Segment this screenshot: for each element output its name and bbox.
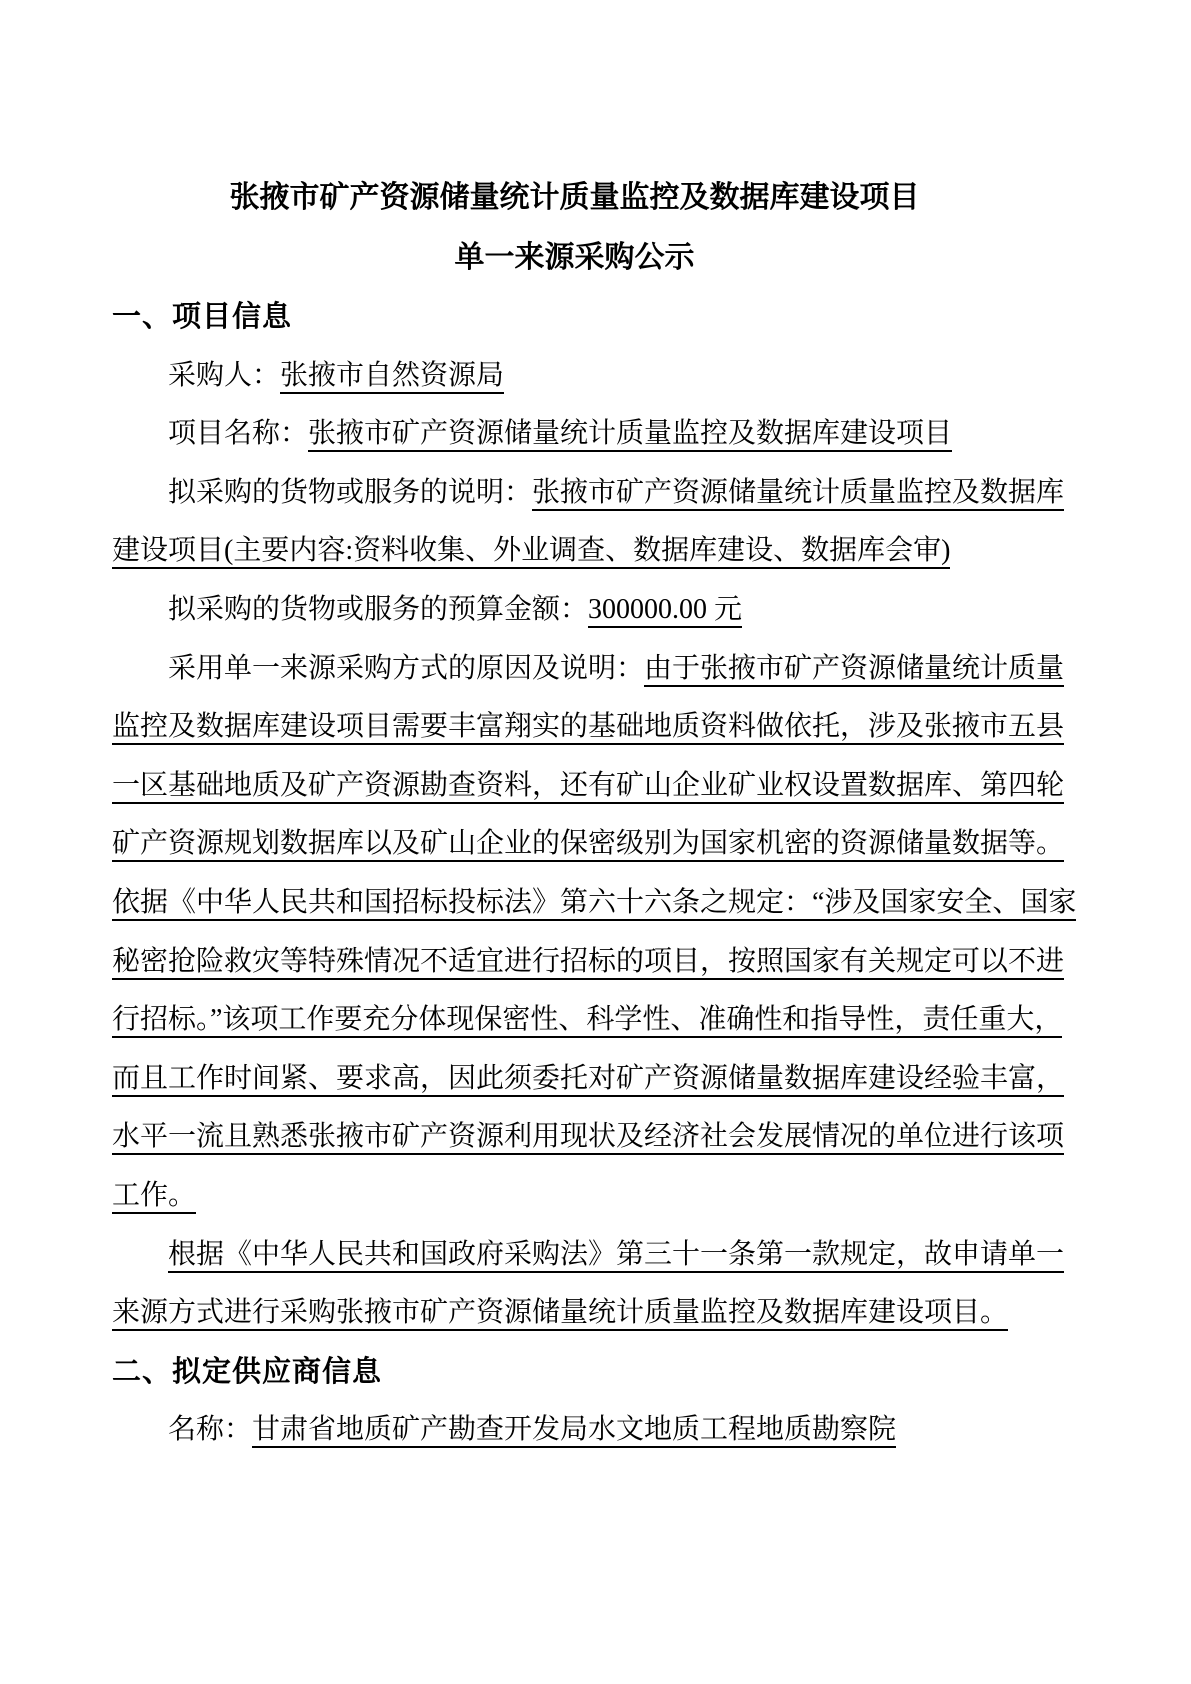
legal-basis-line-1 — [112, 1226, 1065, 1285]
purchaser-line — [112, 347, 1037, 406]
document-body — [112, 288, 1077, 1460]
budget-line — [112, 581, 1037, 640]
text-run: 采用单一来源采购方式的原因及说明： — [168, 652, 645, 684]
text-run: 一、项目信息 — [112, 301, 293, 333]
underlined-value: 甘肃省地质矿产勘查开发局水文地质工程地质勘察院 — [252, 1414, 896, 1448]
underlined-value: 张掖市矿产资源储量统计质量监控及数据库建设项目 — [308, 418, 952, 452]
project-name-line — [112, 405, 1037, 464]
text-run: 项目名称： — [168, 418, 309, 450]
underlined-value: 300000.00 元 — [588, 594, 742, 628]
reason-line-5 — [112, 874, 1077, 933]
reason-line-1 — [112, 640, 1065, 699]
underlined-value: 一区基础地质及矿产资源勘查资料，还有矿山企业矿业权设置数据库、第四轮 — [112, 770, 1064, 804]
reason-line-9 — [112, 1108, 1065, 1167]
underlined-value: 由于张掖市矿产资源储量统计质量 — [644, 653, 1064, 687]
text-run: 拟采购的货物或服务的预算金额： — [168, 593, 589, 625]
document-title: 张掖市矿产资源储量统计质量监控及数据库建设项目 — [229, 181, 920, 214]
underlined-value: 行招标。”该项工作要充分体现保密性、科学性、准确性和指导性，责任重大， — [112, 1004, 1062, 1038]
reason-line-2 — [112, 698, 1065, 757]
underlined-value: 秘密抢险救灾等特殊情况不适宜进行招标的项目，按照国家有关规定可以不进 — [112, 946, 1064, 980]
text-run: 名称： — [168, 1414, 253, 1446]
underlined-value: 工作。 — [112, 1180, 196, 1214]
document-content — [112, 168, 1077, 1460]
underlined-value: 根据《中华人民共和国政府采购法》第三十一条第一款规定，故申请单一 — [168, 1239, 1064, 1273]
reason-line-8 — [112, 1050, 1065, 1109]
underlined-value: 监控及数据库建设项目需要丰富翔实的基础地质资料做依托，涉及张掖市五县 — [112, 711, 1064, 745]
legal-basis-line-2 — [112, 1284, 1037, 1343]
underlined-value: 矿产资源规划数据库以及矿山企业的保密级别为国家机密的资源储量数据等。 — [112, 828, 1064, 862]
underlined-value: 建设项目(主要内容:资料收集、外业调查、数据库建设、数据库会审) — [112, 535, 950, 569]
text-run: 二、拟定供应商信息 — [112, 1355, 383, 1388]
goods-description-line-2 — [112, 522, 1037, 581]
text-run: 采购人： — [168, 359, 281, 391]
supplier-name-line — [112, 1401, 1037, 1460]
underlined-value: 水平一流且熟悉张掖市矿产资源利用现状及经济社会发展情况的单位进行该项 — [112, 1121, 1064, 1155]
underlined-value: 张掖市矿产资源储量统计质量监控及数据库 — [532, 477, 1064, 511]
section-1-heading — [112, 288, 1037, 347]
reason-line-3 — [112, 757, 1065, 816]
document-subtitle: 单一来源采购公示 — [454, 241, 695, 274]
section-2-heading — [112, 1343, 1037, 1402]
reason-line-6 — [112, 933, 1065, 992]
reason-line-7 — [112, 991, 1063, 1050]
reason-line-4 — [112, 815, 1065, 874]
underlined-value: 而且工作时间紧、要求高，因此须委托对矿产资源储量数据库建设经验丰富， — [112, 1063, 1064, 1097]
underlined-value: 张掖市自然资源局 — [280, 360, 504, 394]
underlined-value: 依据《中华人民共和国招标投标法》第六十六条之规定：“涉及国家安全、国家 — [112, 887, 1076, 921]
text-run: 拟采购的货物或服务的说明： — [168, 476, 533, 508]
underlined-value: 来源方式进行采购张掖市矿产资源储量统计质量监控及数据库建设项目。 — [112, 1297, 1008, 1331]
goods-description-line-1 — [112, 464, 1065, 523]
reason-line-10 — [112, 1167, 1037, 1226]
